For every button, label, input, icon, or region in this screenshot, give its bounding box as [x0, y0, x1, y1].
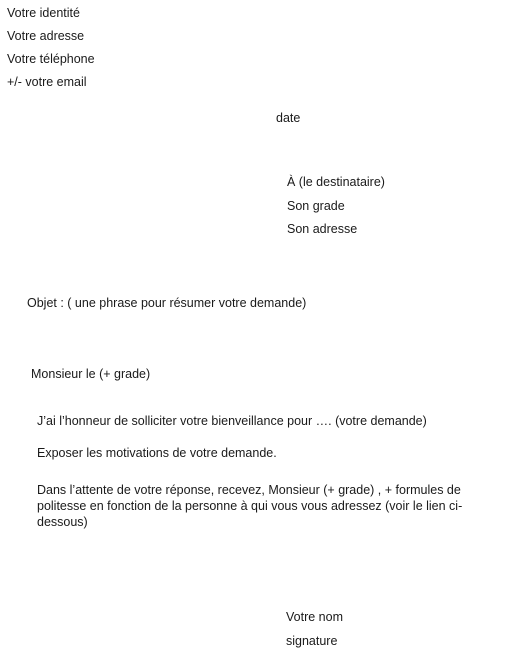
body-paragraph-motivations: Exposer les motivations de votre demande.	[37, 446, 277, 460]
body-paragraph-closing-formula: Dans l’attente de votre réponse, recevez, Monsieur (+ grade) , + formules de politesse en fonction de la personne à qui vous vous adressez (voir le lien ci-dessous)	[37, 483, 463, 529]
sender-identity: Votre identité	[7, 6, 80, 20]
body-paragraph-request: J’ai l’honneur de solliciter votre bienveillance pour …. (votre demande)	[37, 414, 427, 428]
letter-subject: Objet : ( une phrase pour résumer votre demande)	[27, 296, 307, 310]
sender-address: Votre adresse	[7, 29, 85, 43]
sender-phone: Votre téléphone	[7, 52, 95, 66]
recipient-name: À (le destinataire)	[287, 175, 385, 189]
recipient-grade: Son grade	[287, 199, 345, 213]
recipient-address: Son adresse	[287, 222, 358, 236]
closing-name: Votre nom	[286, 610, 343, 624]
letter-date: date	[276, 111, 301, 125]
sender-email: +/- votre email	[7, 75, 87, 89]
letter-salutation: Monsieur le (+ grade)	[31, 367, 151, 381]
closing-signature: signature	[286, 634, 338, 648]
